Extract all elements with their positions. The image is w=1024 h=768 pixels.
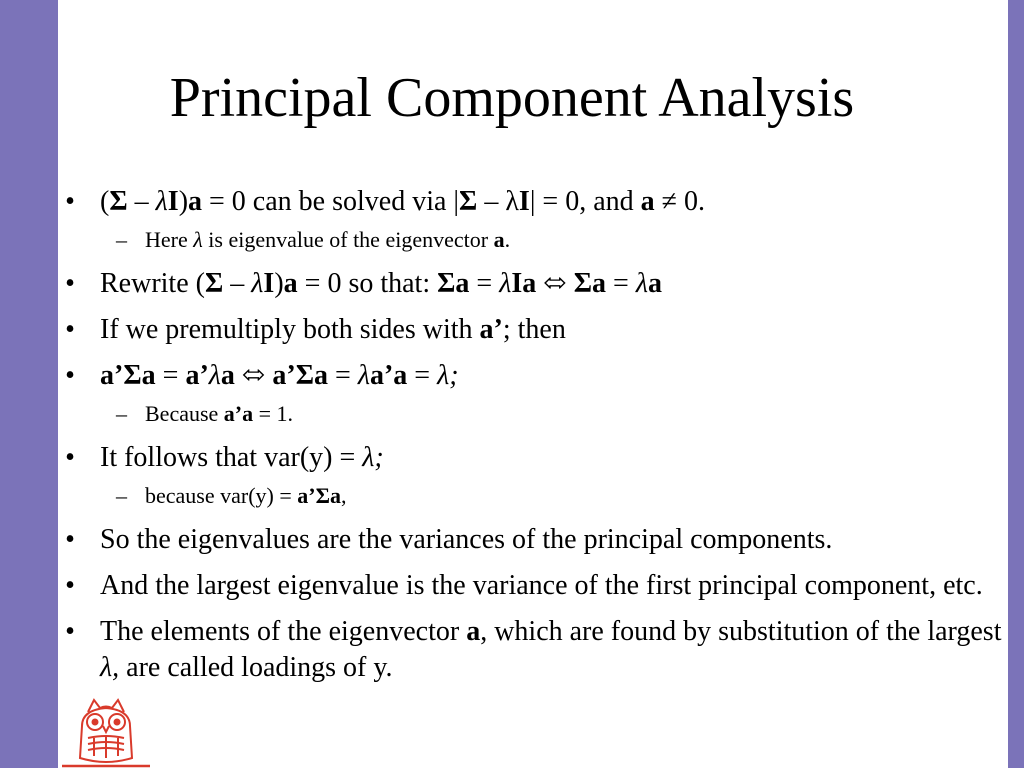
- vector-a: a: [466, 616, 481, 647]
- bullet-marker: •: [65, 570, 75, 601]
- vector-a: a: [647, 268, 662, 299]
- sigma-symbol: Σ: [459, 186, 478, 217]
- text-run: And the largest eigenvalue is the variance of the first principal component, etc.: [100, 570, 983, 601]
- text-run: – λ: [477, 186, 519, 217]
- text-run: –: [127, 186, 156, 217]
- text-run: .: [504, 227, 511, 252]
- text-run: It follows that var(y) =: [100, 442, 363, 473]
- bullet-premultiply: [60, 312, 1006, 348]
- sigma-a: Σa: [437, 268, 470, 299]
- text-run: | = 0, and: [529, 186, 641, 217]
- bullet-marker: •: [65, 314, 75, 345]
- vector-a: a: [220, 360, 235, 391]
- text-run: =: [328, 360, 358, 391]
- text-run: So the eigenvalues are the variances of the principal components.: [100, 524, 833, 555]
- lambda-symbol: λ;: [437, 360, 459, 391]
- bullet-marker: •: [65, 524, 75, 555]
- text-run: is eigenvalue of the eigenvector: [202, 227, 494, 252]
- text-run: ; then: [502, 314, 566, 345]
- a-transpose-a: a’a: [369, 360, 408, 391]
- lambda-symbol: λ,: [100, 652, 120, 683]
- text-run: =: [469, 268, 500, 299]
- bullet-eigenvalues-variances: [60, 522, 1006, 558]
- lambda-symbol: λ: [193, 227, 203, 252]
- text-run: ): [178, 186, 189, 217]
- vector-a: a: [188, 186, 203, 217]
- sigma-symbol: Σ: [109, 186, 128, 217]
- text-run: = 0 so that:: [297, 268, 438, 299]
- text-run: =: [606, 268, 636, 299]
- text-run: Here: [145, 227, 194, 252]
- identity-matrix: I: [518, 186, 530, 217]
- lambda-symbol: λ: [635, 268, 648, 299]
- bullet-largest-eigenvalue: [60, 568, 1006, 604]
- text-run: If we premultiply both sides with: [100, 314, 480, 345]
- dash-marker: –: [116, 227, 127, 252]
- a-transpose: a’: [185, 360, 209, 391]
- dash-marker: –: [116, 483, 127, 508]
- text-run: , which are found by substitution of the largest: [480, 616, 1002, 647]
- bullet-marker: •: [65, 442, 75, 473]
- text-run: = 0 can be solved via |: [202, 186, 460, 217]
- vector-a: a: [493, 227, 505, 252]
- bullet-variance: [60, 440, 1006, 476]
- text-run: are called loadings of y.: [119, 652, 393, 683]
- vector-a: a: [283, 268, 298, 299]
- a-transpose-a: a’a: [223, 401, 254, 426]
- bullet-marker: •: [65, 360, 75, 391]
- sub-bullet-eigenvalue-note: [60, 226, 1006, 254]
- text-run: ): [274, 268, 284, 299]
- text-run: ,: [341, 483, 347, 508]
- text-run: Rewrite (: [100, 268, 205, 299]
- text-run: The elements of the eigenvector: [100, 616, 467, 647]
- sub-bullet-normalization: [60, 400, 1006, 428]
- text-run: =: [155, 360, 186, 391]
- text-run: =: [407, 360, 438, 391]
- lambda-symbol: λ;: [362, 442, 384, 473]
- vector-a: a: [640, 186, 655, 217]
- lambda-symbol: λ: [208, 360, 221, 391]
- identity-matrix: I: [263, 268, 275, 299]
- identity-a: Ia: [511, 268, 537, 299]
- slide-title: Principal Component Analysis: [169, 67, 855, 129]
- lambda-symbol: λ: [499, 268, 512, 299]
- lambda-symbol: λ: [155, 186, 168, 217]
- text-run: ≠ 0.: [654, 186, 706, 217]
- lambda-symbol: λ: [251, 268, 264, 299]
- bullet-characteristic-equation: [60, 184, 1006, 220]
- owl-logo-icon: [60, 696, 152, 768]
- text-run: (: [100, 186, 110, 217]
- bullet-marker: •: [65, 616, 75, 647]
- text-run: = 1.: [253, 401, 294, 426]
- text-run: Because: [145, 401, 224, 426]
- sigma-a: Σa: [573, 268, 607, 299]
- quadratic-form: a’Σa: [297, 483, 341, 508]
- bullet-quadratic-form: [60, 358, 1006, 394]
- identity-matrix: I: [167, 186, 179, 217]
- text-run: –: [223, 268, 252, 299]
- bullet-marker: •: [65, 186, 75, 217]
- equivalence-arrow-icon: ⬄: [234, 360, 273, 391]
- quadratic-form: a’Σa: [100, 360, 156, 391]
- bullet-loadings: [60, 614, 1006, 686]
- equivalence-arrow-icon: ⬄: [536, 268, 574, 299]
- sigma-symbol: Σ: [204, 268, 224, 299]
- text-run: because var(y) =: [145, 483, 298, 508]
- quadratic-form: a’Σa: [272, 360, 329, 391]
- dash-marker: –: [116, 401, 127, 426]
- sub-bullet-variance-definition: [60, 482, 1006, 510]
- bullet-rewrite: [60, 266, 1006, 302]
- bullet-marker: •: [65, 268, 75, 299]
- a-transpose: a’: [479, 314, 503, 345]
- lambda-symbol: λ: [357, 360, 370, 391]
- slide-body: [60, 184, 1006, 696]
